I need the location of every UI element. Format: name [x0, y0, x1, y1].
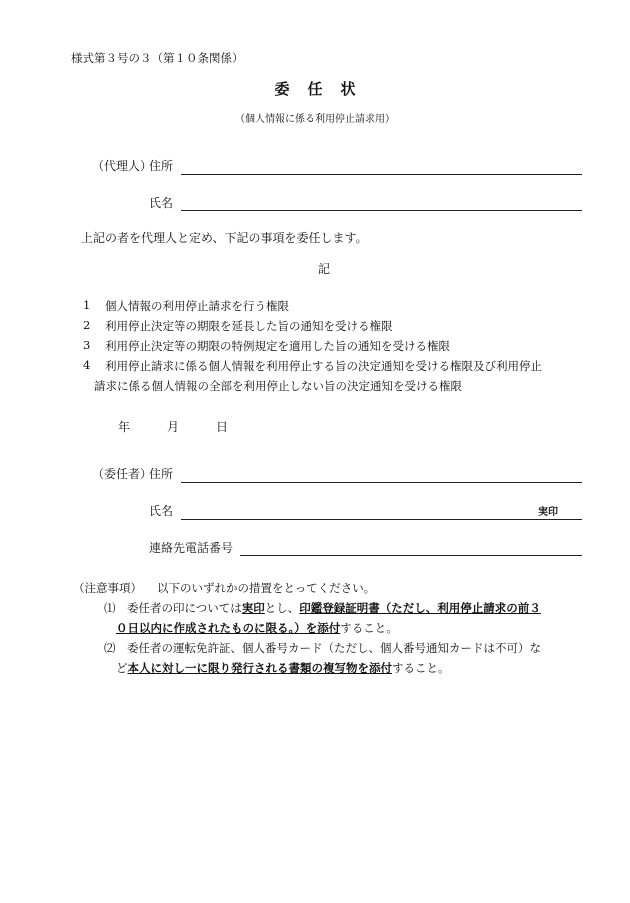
notes-heading: （注意事項）: [73, 581, 142, 595]
agent-name-field[interactable]: [181, 210, 582, 211]
note-2-marker: ⑵: [104, 641, 116, 655]
item-text: 利用停止決定等の期限の特例規定を適用した旨の通知を受ける権限: [105, 339, 450, 353]
item-text: 利用停止決定等の期限を延長した旨の通知を受ける権限: [105, 319, 393, 333]
principal-name-field[interactable]: [181, 519, 582, 520]
item-text: 個人情報の利用停止請求を行う権限: [105, 299, 289, 313]
note-2-line-1: 委任者の運転免許証、個人番号カード（ただし、個人番号通知カードは不可）な: [127, 641, 541, 655]
page-subtitle: （個人情報に係る利用停止請求用）: [235, 114, 395, 125]
note-2-line-2: ど本人に対し一に限り発行される書類の複写物を添付すること。: [116, 661, 450, 675]
item-number: 4: [83, 358, 91, 372]
principal-name-label: 氏名: [149, 504, 174, 518]
item-number: 2: [83, 318, 91, 332]
principal-role-label: （委任者）: [92, 467, 153, 481]
agent-role-label: （代理人）: [92, 159, 153, 173]
ki-label: 記: [318, 262, 331, 276]
principal-address-field[interactable]: [181, 482, 582, 483]
date-year-label: 年: [118, 420, 131, 434]
agent-address-label: 住所: [149, 159, 174, 173]
item-number: 3: [83, 338, 91, 352]
date-day-label: 日: [216, 420, 229, 434]
seal-label: 実印: [538, 507, 558, 518]
principal-phone-label: 連絡先電話番号: [149, 541, 234, 555]
form-number: 様式第３号の３（第１０条関係）: [71, 51, 244, 65]
item-text: 利用停止請求に係る個人情報を利用停止する旨の決定通知を受ける権限及び利用停止: [105, 359, 542, 373]
item-text-continued: 請求に係る個人情報の全部を利用停止しない旨の決定通知を受ける権限: [94, 379, 462, 393]
principal-address-label: 住所: [149, 467, 174, 481]
notes-intro: 以下のいずれかの措置をとってください。: [157, 581, 376, 595]
delegation-statement: 上記の者を代理人と定め、下記の事項を委任します。: [81, 231, 368, 245]
note-1-line-2: ０日以内に作成されたものに限る。）を添付すること。: [116, 621, 398, 635]
item-number: 1: [83, 298, 91, 312]
note-1-line-1: 委任者の印については実印とし、印鑑登録証明書（ただし、利用停止請求の前３: [127, 601, 541, 615]
note-1-marker: ⑴: [104, 601, 116, 615]
principal-phone-field[interactable]: [240, 555, 582, 556]
date-month-label: 月: [167, 420, 180, 434]
agent-name-label: 氏名: [149, 196, 174, 210]
page-title: 委任状: [274, 80, 374, 98]
agent-address-field[interactable]: [181, 174, 582, 175]
